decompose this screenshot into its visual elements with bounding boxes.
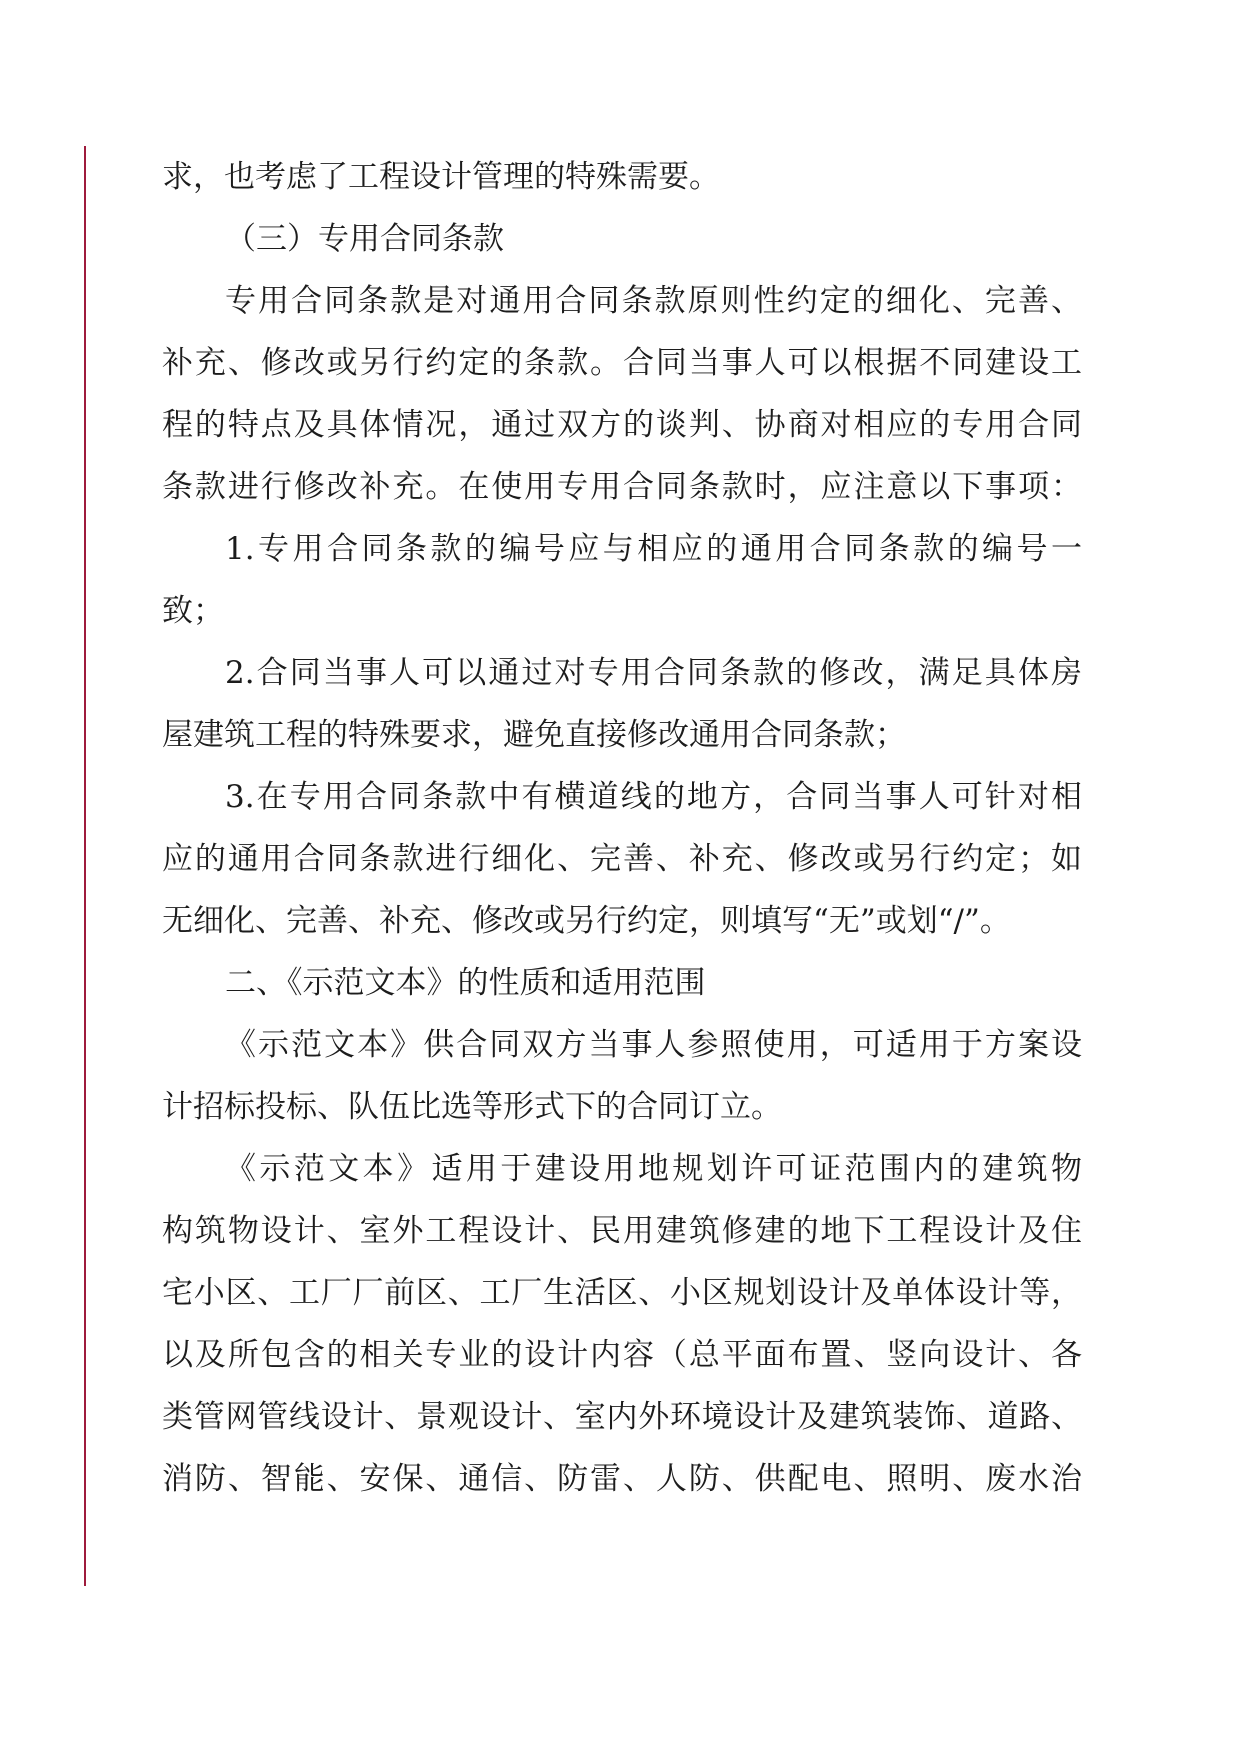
paragraph-line: 宅小区、工厂厂前区、工厂生活区、小区规划设计及单体设计等，: [162, 1275, 1082, 1311]
paragraph-line: 消防、智能、安保、通信、防雷、人防、供配电、照明、废水治: [162, 1461, 1082, 1497]
section-heading: （三）专用合同条款: [225, 221, 504, 257]
list-item-line: 致；: [162, 593, 224, 629]
paragraph-line: 专用合同条款是对通用合同条款原则性约定的细化、完善、: [225, 283, 1082, 319]
paragraph-line: 条款进行修改补充。在使用专用合同条款时，应注意以下事项：: [162, 469, 1082, 505]
paragraph-line: 《示范文本》供合同双方当事人参照使用，可适用于方案设: [225, 1027, 1082, 1063]
list-item-line: 1.专用合同条款的编号应与相应的通用合同条款的编号一: [225, 531, 1082, 567]
paragraph-line: 类管网管线设计、景观设计、室内外环境设计及建筑装饰、道路、: [162, 1399, 1082, 1435]
paragraph-line: 计招标投标、队伍比选等形式下的合同订立。: [162, 1089, 782, 1125]
list-item-line: 屋建筑工程的特殊要求，避免直接修改通用合同条款；: [162, 717, 906, 753]
paragraph-line: 补充、修改或另行约定的条款。合同当事人可以根据不同建设工: [162, 345, 1082, 381]
section-heading: 二、《示范文本》的性质和适用范围: [225, 965, 706, 1001]
list-item-line: 应的通用合同条款进行细化、完善、补充、修改或另行约定；如: [162, 841, 1082, 877]
paragraph-line: 程的特点及具体情况，通过双方的谈判、协商对相应的专用合同: [162, 407, 1082, 443]
paragraph-line: 《示范文本》适用于建设用地规划许可证范围内的建筑物: [225, 1151, 1082, 1187]
paragraph-line: 以及所包含的相关专业的设计内容（总平面布置、竖向设计、各: [162, 1337, 1082, 1373]
list-item-line: 无细化、完善、补充、修改或另行约定，则填写“无”或划“/”。: [162, 903, 1011, 939]
paragraph-line: 求，也考虑了工程设计管理的特殊需要。: [162, 159, 720, 195]
list-item-line: 2.合同当事人可以通过对专用合同条款的修改，满足具体房: [225, 655, 1082, 691]
list-item-line: 3.在专用合同条款中有横道线的地方，合同当事人可针对相: [225, 779, 1082, 815]
paragraph-line: 构筑物设计、室外工程设计、民用建筑修建的地下工程设计及住: [162, 1213, 1082, 1249]
